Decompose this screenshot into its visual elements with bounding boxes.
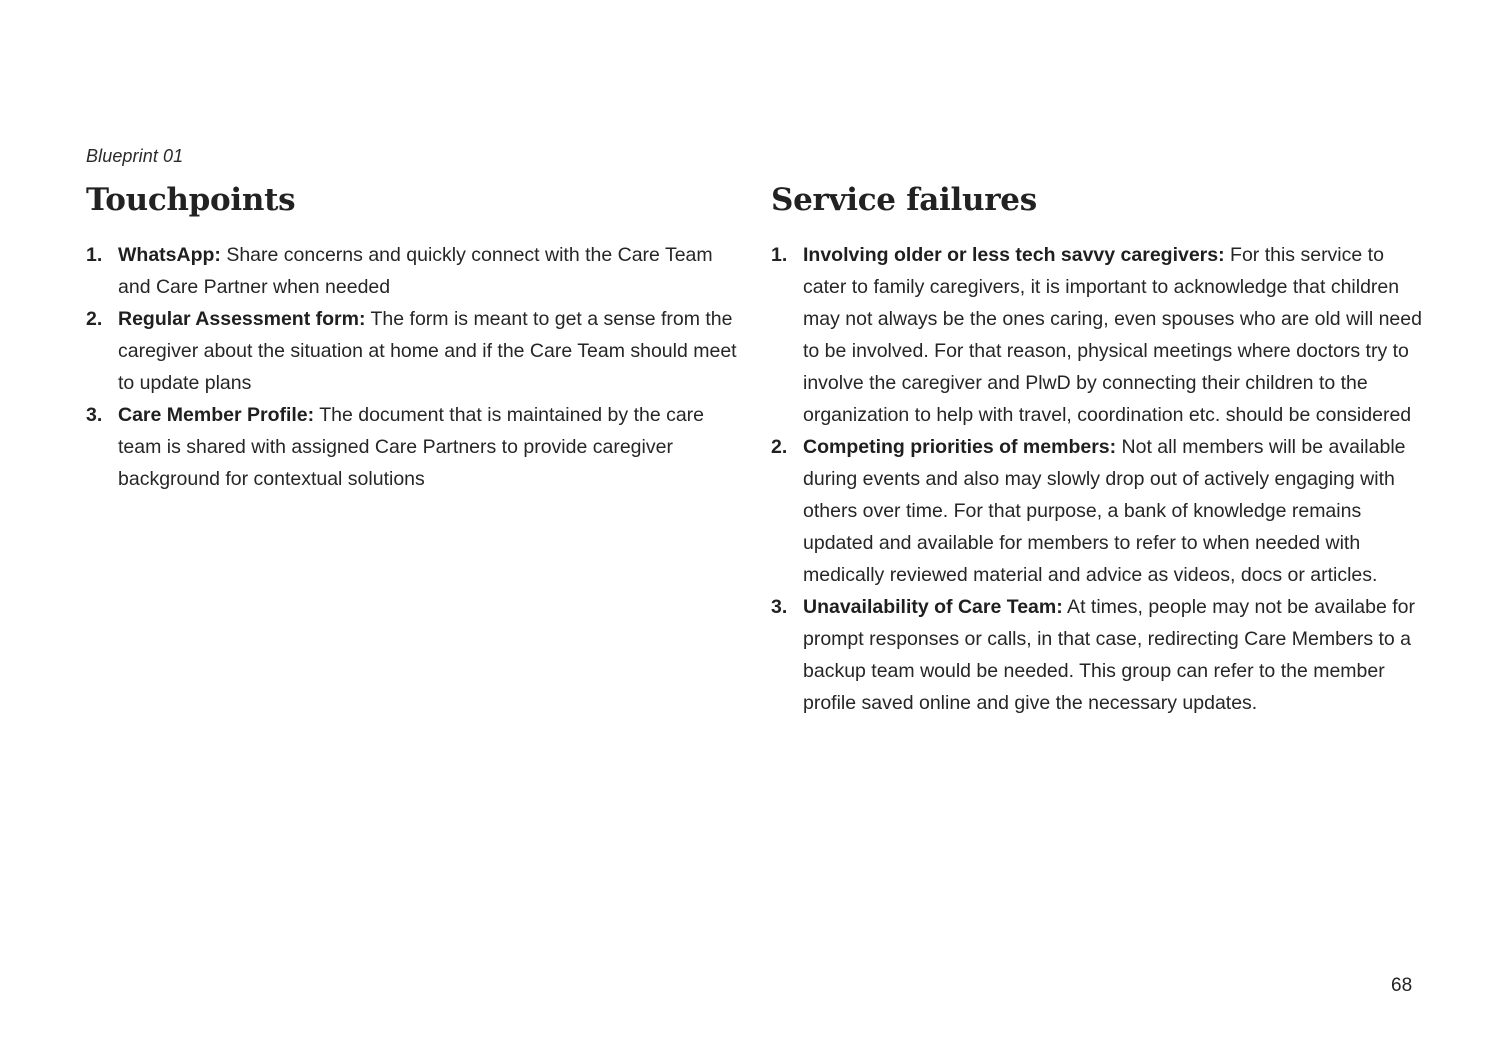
touchpoint-item xyxy=(86,303,746,399)
touchpoint-item xyxy=(86,239,746,303)
item-number: 3. xyxy=(771,596,788,618)
item-number: 2. xyxy=(771,436,788,458)
service-failures-heading: Service failures xyxy=(771,182,1037,218)
touchpoint-item xyxy=(86,399,746,495)
item-term: Regular Assessment form: xyxy=(118,308,366,330)
item-number: 3. xyxy=(86,404,103,426)
item-term: Unavailability of Care Team: xyxy=(803,596,1063,618)
page-number: 68 xyxy=(1391,975,1413,996)
item-text: Share concerns and quickly connect with the Care Team and Care Partner when needed xyxy=(118,244,713,298)
touchpoints-list xyxy=(86,239,746,495)
service-failures-list xyxy=(771,239,1431,719)
item-term: Involving older or less tech savvy caregivers: xyxy=(803,244,1225,266)
service-failure-item xyxy=(771,591,1431,719)
touchpoints-heading: Touchpoints xyxy=(86,182,296,218)
blueprint-label: Blueprint 01 xyxy=(86,146,184,166)
item-text: The document that is maintained by the care team is shared with assigned Care Partners to provide caregiver background for contextual solutions xyxy=(118,404,705,490)
item-number: 1. xyxy=(771,244,788,266)
item-term: Care Member Profile: xyxy=(118,404,315,426)
item-term: WhatsApp: xyxy=(118,244,221,266)
item-number: 2. xyxy=(86,308,103,330)
item-text: For this service to cater to family caregivers, it is important to acknowledge that children may not always be the ones caring, even spouses who are old will need to be involved. For that reason, physical meetings where doctors try to involve the caregiver and PlwD by connecting their children to the organization to help with travel, coordination etc. should be considered xyxy=(803,244,1422,426)
service-failure-item xyxy=(771,239,1431,431)
item-number: 1. xyxy=(86,244,103,266)
touchpoints-section xyxy=(86,178,746,495)
service-failures-section xyxy=(771,178,1431,719)
item-text: At times, people may not be availabe for prompt responses or calls, in that case, redirecting Care Members to a backup team would be needed. This group can refer to the member profile saved online and give the necessary updates. xyxy=(803,596,1416,714)
item-text: The form is meant to get a sense from the caregiver about the situation at home and if the Care Team should meet to update plans xyxy=(118,308,737,394)
item-term: Competing priorities of members: xyxy=(803,436,1117,458)
service-failure-item xyxy=(771,431,1431,591)
item-text: Not all members will be available during events and also may slowly drop out of actively engaging with others over time. For that purpose, a bank of knowledge remains updated and available for members to refer to when needed with medically reviewed material and advice as videos, docs or articles. xyxy=(803,436,1406,586)
